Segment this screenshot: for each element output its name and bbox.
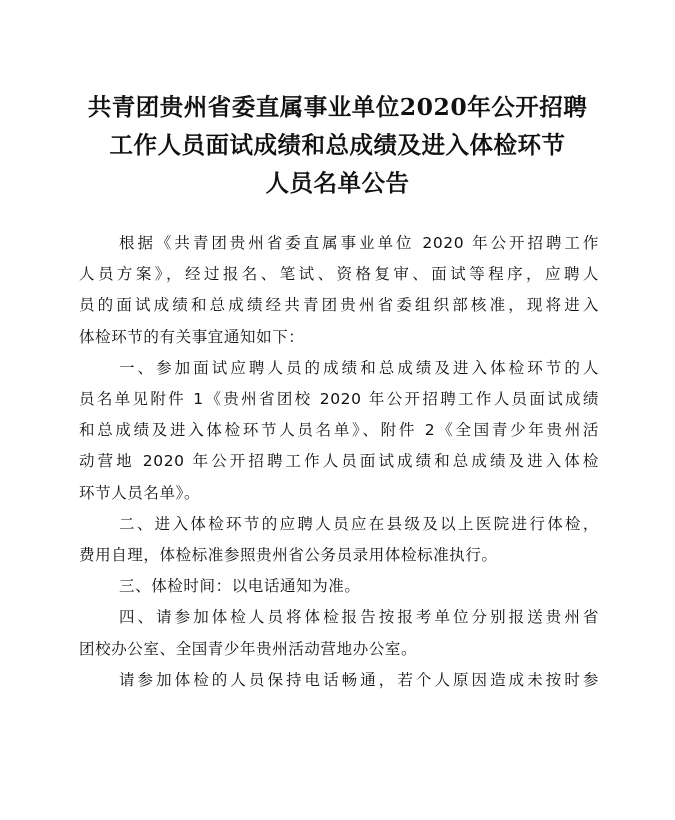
paragraph-item-3-line: 三、体检时间：以电话通知为准。 [119, 577, 361, 596]
title-line: 人员名单公告 [265, 169, 410, 197]
paragraph-item-4-line: 四、请参加体检人员将体检报告按报考单位分别报送贵州省 [119, 608, 599, 627]
title-line: 工作人员面试成绩和总成绩及进入体检环节 [109, 131, 566, 159]
paragraph-item-1-line: 和总成绩及进入体检环节人员名单》、附件 2《全国青少年贵州活 [79, 421, 599, 440]
paragraph-intro-line: 人员方案》，经过报名、笔试、资格复审、面试等程序，应聘人 [79, 265, 599, 284]
paragraph-item-4-line: 团校办公室、全国青少年贵州活动营地办公室。 [79, 639, 418, 658]
paragraph-item-1-line: 一、参加面试应聘人员的成绩和总成绩及进入体检环节的人 [119, 358, 599, 377]
document-title [40, 88, 635, 202]
paragraph-closing-line: 请参加体检的人员保持电话畅通，若个人原因造成未按时参 [119, 670, 599, 689]
paragraph-item-1-line: 环节人员名单》。 [79, 483, 201, 502]
paragraph-item-2-line: 费用自理，体检标准参照贵州省公务员录用体检标准执行。 [79, 546, 498, 565]
paragraph-item-1-line: 动营地 2020 年公开招聘工作人员面试成绩和总成绩及进入体检 [79, 452, 599, 471]
document-body [79, 228, 599, 696]
paragraph-item-2-line: 二、进入体检环节的应聘人员应在县级及以上医院进行体检， [119, 514, 599, 533]
paragraph-intro-line: 根据《共青团贵州省委直属事业单位 2020 年公开招聘工作 [119, 234, 599, 252]
paragraph-item-1-line: 员名单见附件 1《贵州省团校 2020 年公开招聘工作人员面试成绩 [79, 390, 599, 409]
paragraph-intro-line: 员的面试成绩和总成绩经共青团贵州省委组织部核准，现将进入 [79, 296, 599, 315]
paragraph-intro-line: 体检环节的有关事宜通知如下： [79, 327, 305, 346]
title-line: 共青团贵州省委直属事业单位2020年公开招聘 [87, 93, 588, 121]
